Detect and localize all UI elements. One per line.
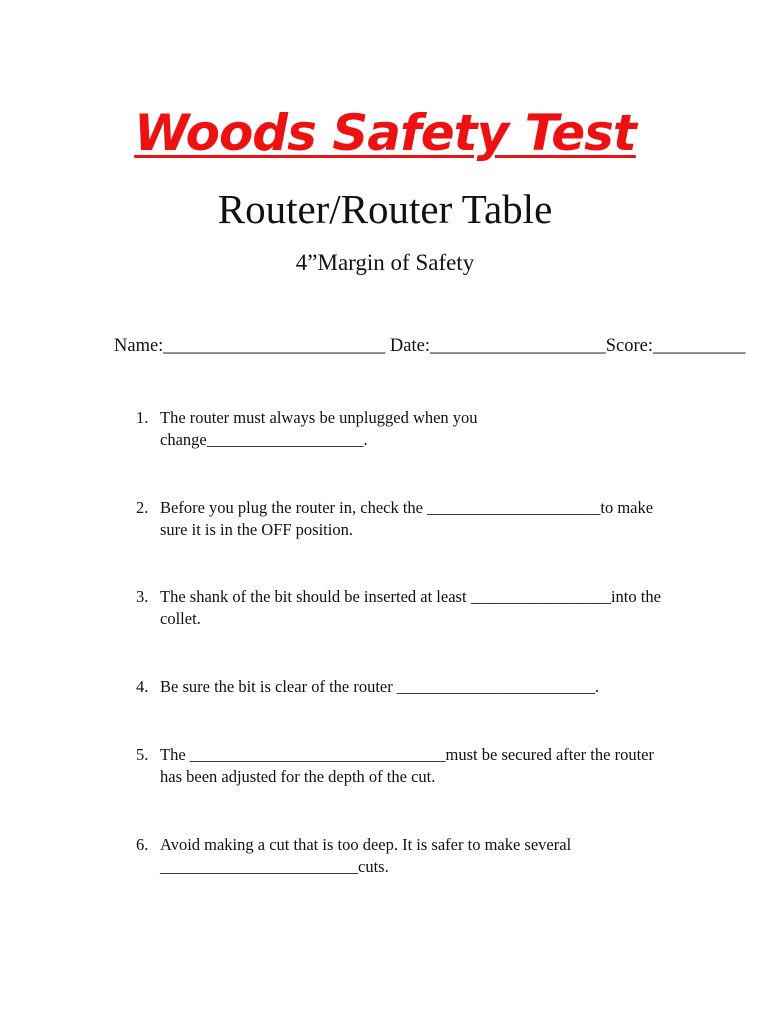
question-number: 3.	[136, 587, 149, 606]
question-number: 1.	[136, 408, 149, 427]
question-number: 5.	[136, 745, 149, 764]
question-6	[136, 834, 676, 878]
question-number: 2.	[136, 498, 149, 517]
question-number: 4.	[136, 677, 149, 696]
name-date-score-fields: Name:________________________ Date:___________________Score:__________	[114, 336, 746, 356]
question-5	[136, 744, 676, 788]
page-tagline: 4”Margin of Safety	[295, 250, 475, 275]
question-text: Avoid making a cut that is too deep. It is safer to make several	[160, 835, 572, 854]
question-text-continued: make sure it is in the OFF position.	[160, 498, 654, 539]
question-text: The _______________________________must be secured after the router	[160, 745, 654, 764]
question-text-continued: has been adjusted for the depth of the cut.	[160, 767, 436, 786]
question-3	[136, 586, 676, 630]
page-title: Woods Safety Test	[134, 104, 636, 162]
question-2	[136, 497, 676, 541]
question-text: Before you plug the router in, check the _____________________to	[160, 498, 614, 517]
question-text-continued: ________________________cuts.	[160, 857, 389, 876]
question-text-continued: change___________________.	[160, 430, 368, 449]
question-text: The shank of the bit should be inserted at least	[160, 587, 467, 606]
question-text: The router must always be unplugged when you	[160, 408, 478, 427]
question-number: 6.	[136, 835, 149, 854]
page-subtitle: Router/Router Table	[217, 186, 553, 232]
question-text-continued: _________________into the collet.	[160, 587, 661, 628]
question-4	[136, 676, 676, 698]
question-text: Be sure the bit is clear of the router ________________________.	[160, 677, 599, 696]
question-1	[136, 407, 676, 451]
